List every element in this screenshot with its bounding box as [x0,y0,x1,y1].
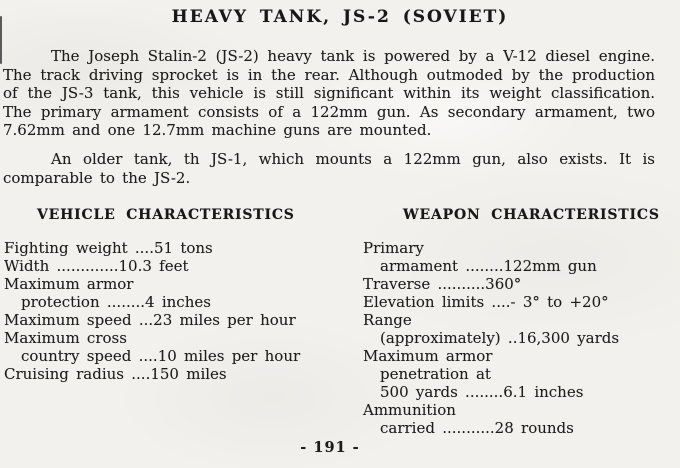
spec-line-country-speed: country speed ....10 miles per hour [21,347,301,365]
vehicle-characteristics-section [4,207,349,383]
spec-line-armament: armament ........122mm gun [380,257,597,275]
intro-paragraph: The Joseph Stalin-2 (JS-2) heavy tank is powered by a V-12 diesel engine. The track driving sprocket is in the rear. Although outmoded by the production of the JS-3 tank, this vehicle is still significant within its weight classification. The primary armament consists of a 122mm gun. As secondary armament, two 7.62mm and one 12.7mm machine guns are mounted. [3,47,655,139]
vehicle-characteristics-heading: VEHICLE CHARACTERISTICS [37,207,295,223]
spec-line-max-armor-pen: Maximum armor [363,347,493,365]
spec-line-fighting-weight: Fighting weight ....51 tons [4,239,213,257]
page-title: HEAVY TANK, JS-2 (SOVIET) [171,7,509,27]
spec-line-carried: carried ...........28 rounds [380,419,574,437]
page-number: - 191 - [300,439,360,456]
spec-line-penetration-at: penetration at [380,365,491,383]
spec-line-max-armor: Maximum armor [4,275,134,293]
spec-line-ammunition: Ammunition [363,401,456,419]
spec-line-traverse: Traverse ..........360° [363,275,522,293]
older-tank-paragraph: An older tank, th JS-1, which mounts a 122mm gun, also exists. It is comparable to the JS-2. [3,150,655,187]
spec-line-max-speed: Maximum speed ...23 miles per hour [4,311,296,329]
spec-line-elevation-limits: Elevation limits ....- 3° to +20° [363,293,609,311]
spec-line-primary: Primary [363,239,424,257]
spec-line-500-yards: 500 yards ........6.1 inches [380,383,584,401]
spec-line-max-cross: Maximum cross [4,329,127,347]
spec-line-protection: protection ........4 inches [21,293,211,311]
spec-line-cruising-radius: Cruising radius ....150 miles [4,365,227,383]
weapon-characteristics-section [363,207,673,437]
spec-line-approximately: (approximately) ..16,300 yards [380,329,620,347]
spec-line-width: Width .............10.3 feet [4,257,189,275]
weapon-characteristics-heading: WEAPON CHARACTERISTICS [403,207,660,223]
spec-line-range: Range [363,311,412,329]
